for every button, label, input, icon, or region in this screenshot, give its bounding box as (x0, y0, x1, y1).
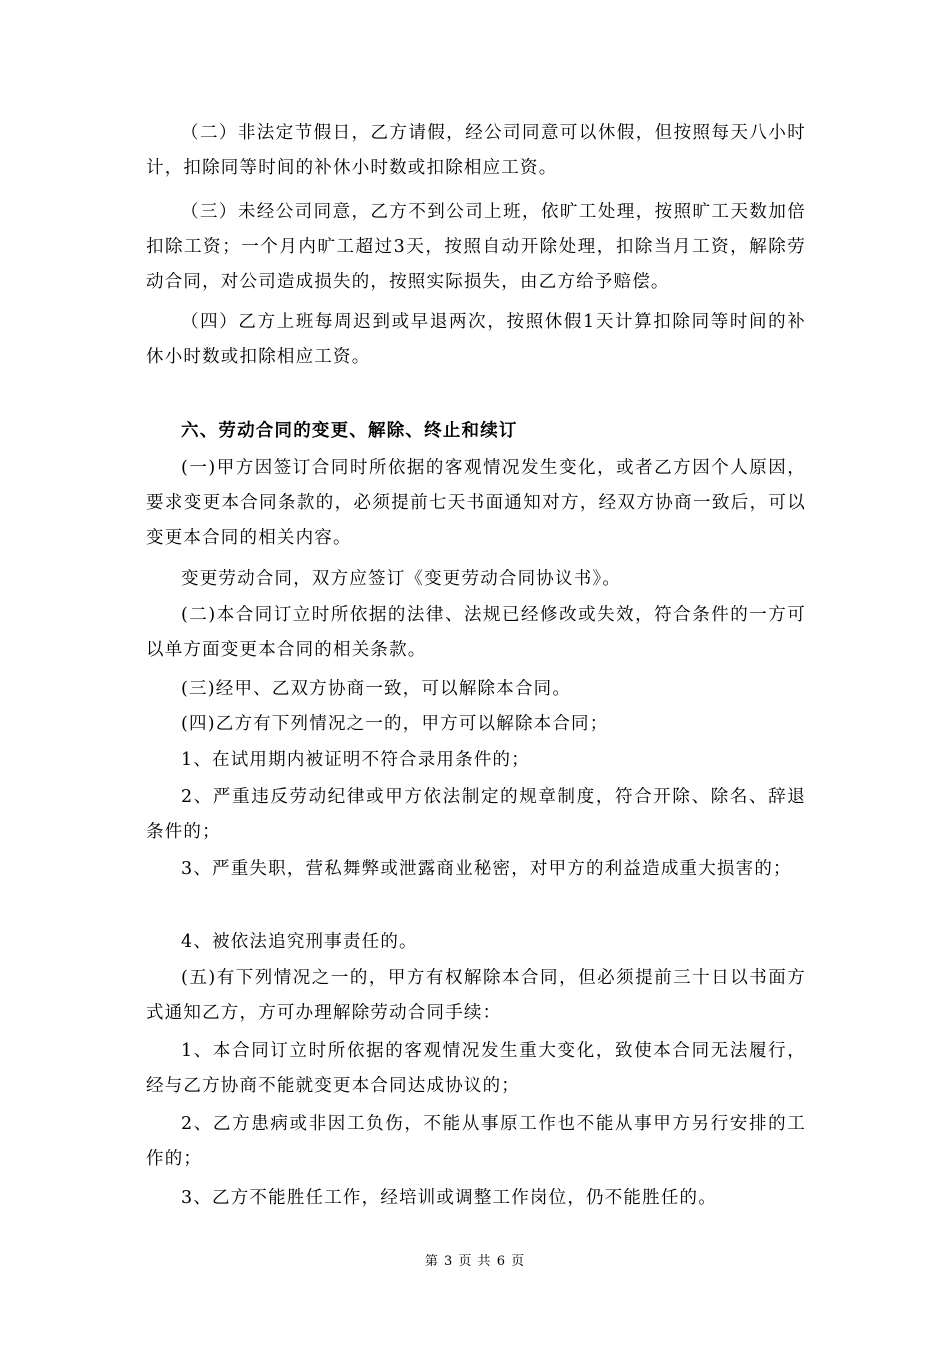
section-heading: 六、劳动合同的变更、解除、终止和续订 (181, 421, 518, 441)
list-item: 1、在试用期内被证明不符合录用条件的； (181, 750, 530, 770)
list-item: 2、乙方患病或非因工负伤，不能从事原工作也不能从事甲方另行安排的工作的； (146, 1114, 806, 1169)
list-item: 3、严重失职，营私舞弊或泄露商业秘密，对甲方的利益造成重大损害的； (181, 859, 792, 879)
paragraph-late-early: （四）乙方上班每周迟到或早退两次，按照休假1天计算扣除同等时间的补休小时数或扣除相应工资。 (146, 312, 806, 367)
list-item: 3、乙方不能胜任工作，经培训或调整工作岗位，仍不能胜任的。 (181, 1188, 717, 1208)
paragraph-party-a-termination: (四)乙方有下列情况之一的，甲方可以解除本合同； (181, 714, 609, 734)
paragraph-leave-request: （二）非法定节假日，乙方请假，经公司同意可以休假，但按照每天八小时计，扣除同等时间的补休小时数或扣除相应工资。 (146, 123, 806, 178)
list-item: 1、本合同订立时所依据的客观情况发生重大变化，致使本合同无法履行，经与乙方协商不能就变更本合同达成协议的； (146, 1041, 806, 1096)
paragraph-notice-termination: (五)有下列情况之一的，甲方有权解除本合同，但必须提前三十日以书面方式通知乙方，方可办理解除劳动合同手续： (146, 968, 806, 1023)
list-item: 2、严重违反劳动纪律或甲方依法制定的规章制度，符合开除、除名、辞退条件的； (146, 787, 806, 842)
paragraph-absenteeism: （三）未经公司同意，乙方不到公司上班，依旷工处理，按照旷工天数加倍扣除工资；一个月内旷工超过3天，按照自动开除处理，扣除当月工资，解除劳动合同，对公司造成损失的，按照实际损失，由乙方给予赔偿。 (146, 202, 806, 292)
paragraph-law-change: (二)本合同订立时所依据的法律、法规已经修改或失效，符合条件的一方可以单方面变更本合同的相关条款。 (146, 605, 806, 660)
paragraph-change-contract: (一)甲方因签订合同时所依据的客观情况发生变化，或者乙方因个人原因，要求变更本合同条款的，必须提前七天书面通知对方，经双方协商一致后，可以变更本合同的相关内容。 (146, 458, 806, 548)
paragraph-mutual-termination: (三)经甲、乙双方协商一致，可以解除本合同。 (181, 679, 572, 699)
page-number: 第 3 页 共 6 页 (424, 1254, 526, 1269)
list-item: 4、被依法追究刑事责任的。 (181, 932, 418, 952)
paragraph-change-agreement: 变更劳动合同，双方应签订《变更劳动合同协议书》。 (181, 569, 622, 589)
